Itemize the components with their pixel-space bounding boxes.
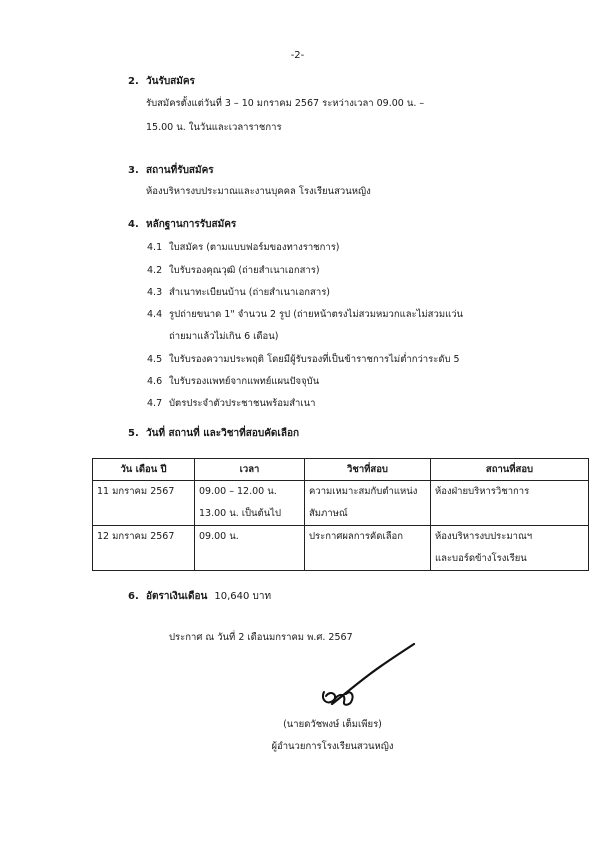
list-item-number: 4.3 <box>147 287 163 298</box>
signatory-name: (นายดวัชพงษ์ เต็มเพียร) <box>283 719 382 730</box>
cell-text: ห้องบริหารงบประมาณฯ <box>435 531 533 542</box>
list-item <box>147 263 320 278</box>
list-item-text: ใบรับรองแพทย์จากแพทย์แผนปัจจุบัน <box>169 376 320 387</box>
section-3-title: สถานที่รับสมัคร <box>146 165 214 176</box>
cell-text: 09.00 – 12.00 น. <box>199 486 277 497</box>
list-item-text: ถ่ายมาแล้วไม่เกิน 6 เดือน) <box>169 331 279 342</box>
list-item-number: 4.4 <box>147 309 163 320</box>
cell-time <box>195 526 305 571</box>
list-item-number: 4.6 <box>147 376 163 387</box>
table-row <box>93 526 589 571</box>
cell-date <box>93 526 195 571</box>
list-item <box>147 240 340 255</box>
cell-place <box>431 526 589 571</box>
section-2-title: วันรับสมัคร <box>146 76 195 87</box>
list-item-number: 4.1 <box>147 242 163 253</box>
section-5-heading <box>128 426 299 441</box>
section-5-number: 5. <box>128 428 139 439</box>
cell-text: ประกาศผลการคัดเลือก <box>309 531 403 542</box>
list-item-text: ใบรับรองคุณวุฒิ (ถ่ายสำเนาเอกสาร) <box>169 265 320 276</box>
cell-text: 09.00 น. <box>199 531 239 542</box>
salary-value: 10,640 บาท <box>214 591 272 602</box>
cell-date <box>93 481 195 526</box>
announcement-date: ประกาศ ณ วันที่ 2 เดือนมกราคม พ.ศ. 2567 <box>169 632 353 643</box>
list-item-number: 4.5 <box>147 354 163 365</box>
cell-text: 11 มกราคม 2567 <box>97 486 175 497</box>
list-item-number: 4.2 <box>147 265 163 276</box>
cell-text: ห้องฝ่ายบริหารวิชาการ <box>435 486 530 497</box>
table-row <box>93 481 589 526</box>
list-item-number: 4.7 <box>147 398 163 409</box>
cell-text: สัมภาษณ์ <box>309 508 348 519</box>
section-2-heading <box>128 74 195 89</box>
list-item <box>147 307 463 322</box>
section-2-line-2: 15.00 น. ในวันและเวลาราชการ <box>146 122 282 133</box>
list-item <box>147 374 319 389</box>
cell-text: และบอร์ดข้างโรงเรียน <box>435 553 527 564</box>
cell-text: 13.00 น. เป็นต้นไป <box>199 508 281 519</box>
header-subject: วิชาที่สอบ <box>305 459 431 481</box>
cell-subject <box>305 481 431 526</box>
exam-schedule-table <box>92 458 589 571</box>
page-number: -2- <box>290 50 305 61</box>
section-4-title: หลักฐานการรับสมัคร <box>146 219 237 230</box>
section-6-number: 6. <box>128 591 139 602</box>
cell-text: ความเหมาะสมกับตำแหน่ง <box>309 486 418 497</box>
list-item <box>147 352 460 367</box>
section-6-heading <box>128 589 271 604</box>
section-2-line-1: รับสมัครตั้งแต่วันที่ 3 – 10 มกราคม 2567 ระหว่างเวลา 09.00 น. – <box>146 98 425 109</box>
list-item-text: บัตรประจำตัวประชาชนพร้อมสำเนา <box>169 398 316 409</box>
list-item <box>147 396 315 411</box>
section-5-title: วันที่ สถานที่ และวิชาที่สอบคัดเลือก <box>146 428 300 439</box>
section-3-heading <box>128 163 214 178</box>
section-4-heading <box>128 217 236 232</box>
cell-subject <box>305 526 431 571</box>
list-item <box>147 285 330 300</box>
section-3-line-1: ห้องบริหารงบประมาณและงานบุคคล โรงเรียนสวนหญิง <box>146 186 371 197</box>
section-3-number: 3. <box>128 165 139 176</box>
list-item-text: ใบสมัคร (ตามแบบฟอร์มของทางราชการ) <box>169 242 340 253</box>
list-item-text: ใบรับรองความประพฤติ โดยมีผู้รับรองที่เป็นข้าราชการไม่ต่ำกว่าระดับ 5 <box>169 354 460 365</box>
section-4-number: 4. <box>128 219 139 230</box>
section-6-title: อัตราเงินเดือน <box>146 591 208 602</box>
list-item-text: สำเนาทะเบียนบ้าน (ถ่ายสำเนาเอกสาร) <box>169 287 331 298</box>
list-item-text: รูปถ่ายขนาด 1" จำนวน 2 รูป (ถ่ายหน้าตรงไม่สวมหมวกและไม่สวมแว่น <box>169 309 464 320</box>
header-date: วัน เดือน ปี <box>93 459 195 481</box>
cell-place <box>431 481 589 526</box>
cell-time <box>195 481 305 526</box>
table-header-row <box>93 459 589 481</box>
signatory-title: ผู้อำนวยการโรงเรียนสวนหญิง <box>271 741 394 752</box>
section-2-number: 2. <box>128 76 139 87</box>
header-place: สถานที่สอบ <box>431 459 589 481</box>
header-time: เวลา <box>195 459 305 481</box>
signature-icon <box>310 640 430 710</box>
list-item-continuation <box>169 329 278 344</box>
cell-text: 12 มกราคม 2567 <box>97 531 175 542</box>
